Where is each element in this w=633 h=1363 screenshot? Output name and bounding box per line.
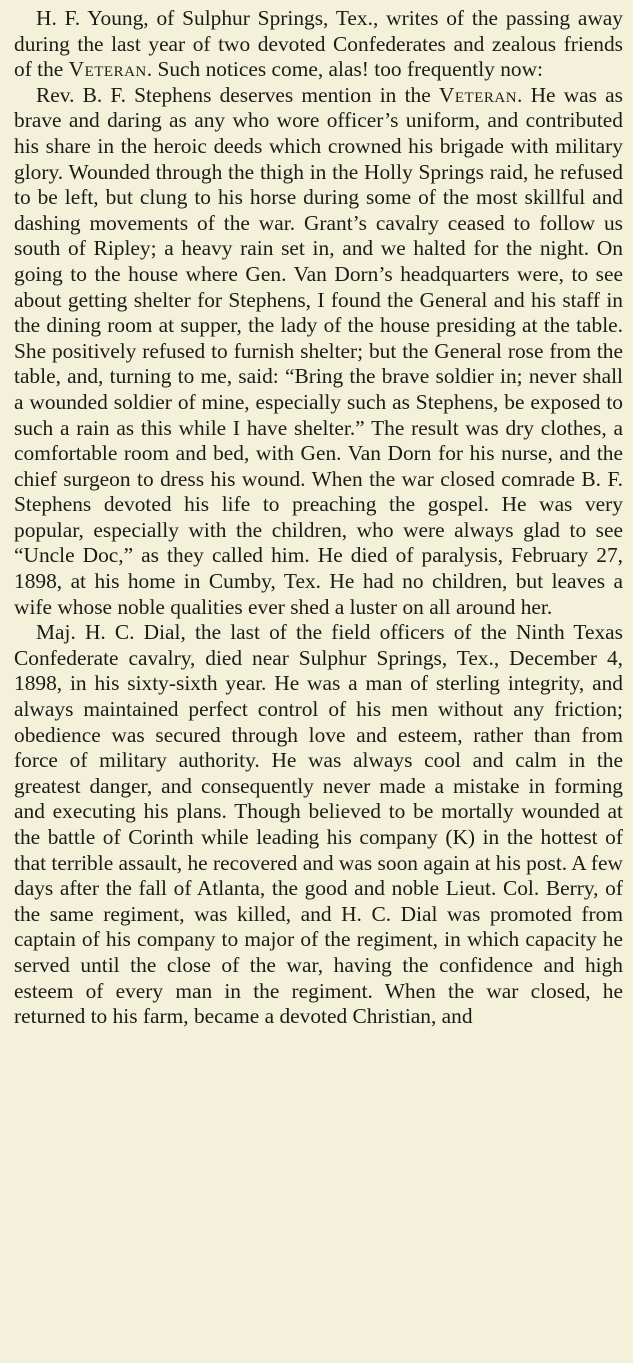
dial-paragraph: Maj. H. C. Dial, the last of the field officers of the Ninth Texas Confederate cavalry, died near Sulphur Springs, Tex., December 4, 1898, in his sixty-sixth year. He was a man of sterling integrity, and always maintained perfect control of his men without any friction; obedience was secured through love and esteem, rather than from force of military authority. He was always cool and calm in the greatest danger, and consequently never made a mistake in forming and executing his plans. Though believed to be mortally wounded at the battle of Corinth while leading his company (K) in the hottest of that terrible assault, he recovered and was soon again at his post. A few days after the fall of Atlanta, the good and noble Lieut. Col. Berry, of the same regiment, was killed, and H. C. Dial was promoted from captain of his company to major of the regiment, in which capacity he served until the close of the war, having the confidence and high esteem of every man in the regiment. When the war closed, he returned to his farm, became a devoted Christian, and bbox=[14, 620, 623, 1029]
intro-text-before: H. F. Young, of Sulphur Springs, Tex., writes of the passing away during the last year of two devoted Confederates and zealous friends of the bbox=[14, 6, 623, 82]
stephens-paragraph bbox=[14, 83, 623, 620]
intro-text-after: . Such notices come, alas! too frequently now: bbox=[146, 57, 543, 82]
intro-paragraph bbox=[14, 6, 623, 83]
stephens-text-before: Rev. B. F. Stephens deserves mention in the bbox=[36, 82, 439, 107]
veteran-title: Veteran bbox=[438, 82, 518, 107]
veteran-title: Veteran bbox=[68, 57, 147, 82]
stephens-text-after: . He was as brave and daring as any who wore officer’s uniform, and contributed his share in the heroic deeds which crowned his brigade with military glory. Wounded through the thigh in the Holly Springs raid, he refused to be left, but clung to his horse during some of the most skillful and dashing movements of the war. Grant’s cavalry ceased to follow us south of Ripley; a heavy rain set in, and we halted for the night. On going to the house where Gen. Van Dorn’s headquarters were, to see about getting shelter for Stephens, I found the General and his staff in the dining room at supper, the lady of the house presiding at the table. She positively refused to furnish shelter; but the General rose from the table, and, turning to me, said: “Bring the brave soldier in; never shall a wounded soldier of mine, especially such as Stephens, be exposed to such a rain as this while I have shelter.” The result was dry clothes, a comfortable room and bed, with Gen. Van Dorn for his nurse, and the chief surgeon to dress his wound. When the war closed comrade B. F. Stephens devoted his life to preaching the gospel. He was very popular, especially with the children, who were always glad to see “Uncle Doc,” as they called him. He died of paralysis, February 27, 1898, at his home in Cumby, Tex. He had no children, but leaves a wife whose noble qualities ever shed a luster on all around her. bbox=[14, 82, 624, 619]
